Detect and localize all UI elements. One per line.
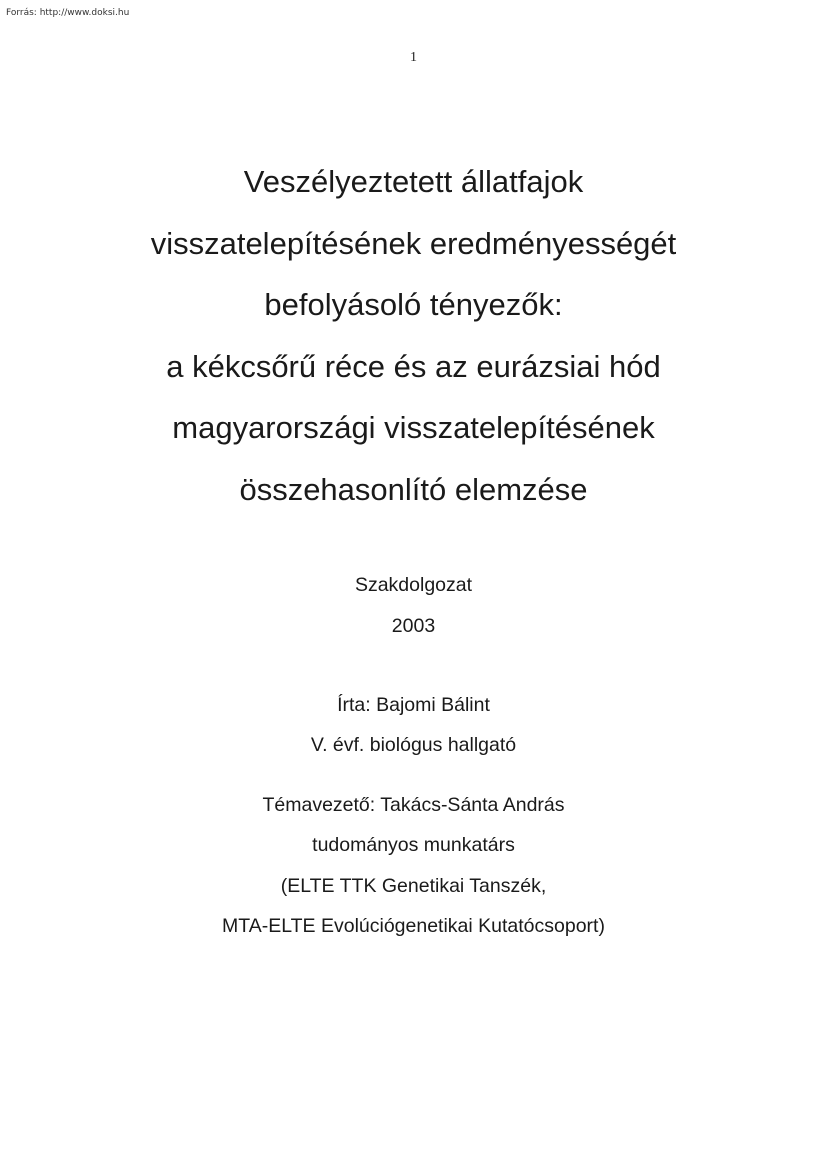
- supervisor-affiliation-1: (ELTE TTK Genetikai Tanszék,: [280, 875, 547, 897]
- title-line-5: magyarországi visszatelepítésének: [172, 410, 655, 445]
- author-line: Írta: Bajomi Bálint: [337, 694, 490, 716]
- source-note: Forrás: http://www.doksi.hu: [6, 8, 130, 18]
- page-number: 1: [410, 50, 417, 65]
- thesis-type: Szakdolgozat: [354, 574, 473, 596]
- supervisor-line: Témavezető: Takács-Sánta András: [262, 794, 565, 816]
- title-line-2: visszatelepítésének eredményességét: [150, 225, 677, 261]
- title-line-3: befolyásoló tényezők:: [264, 287, 563, 322]
- title-line-6: összehasonlító elemzése: [239, 471, 588, 507]
- title-line-4: a kékcsőrű réce és az eurázsiai hód: [166, 348, 661, 384]
- supervisor-role: tudományos munkatárs: [312, 834, 515, 856]
- thesis-title: [0, 157, 827, 526]
- author-status: V. évf. biológus hallgató: [310, 734, 517, 756]
- title-line-1: Veszélyeztetett állatfajok: [243, 164, 584, 199]
- thesis-year: 2003: [391, 615, 436, 637]
- supervisor-affiliation-2: MTA-ELTE Evolúciógenetikai Kutatócsoport): [222, 915, 605, 937]
